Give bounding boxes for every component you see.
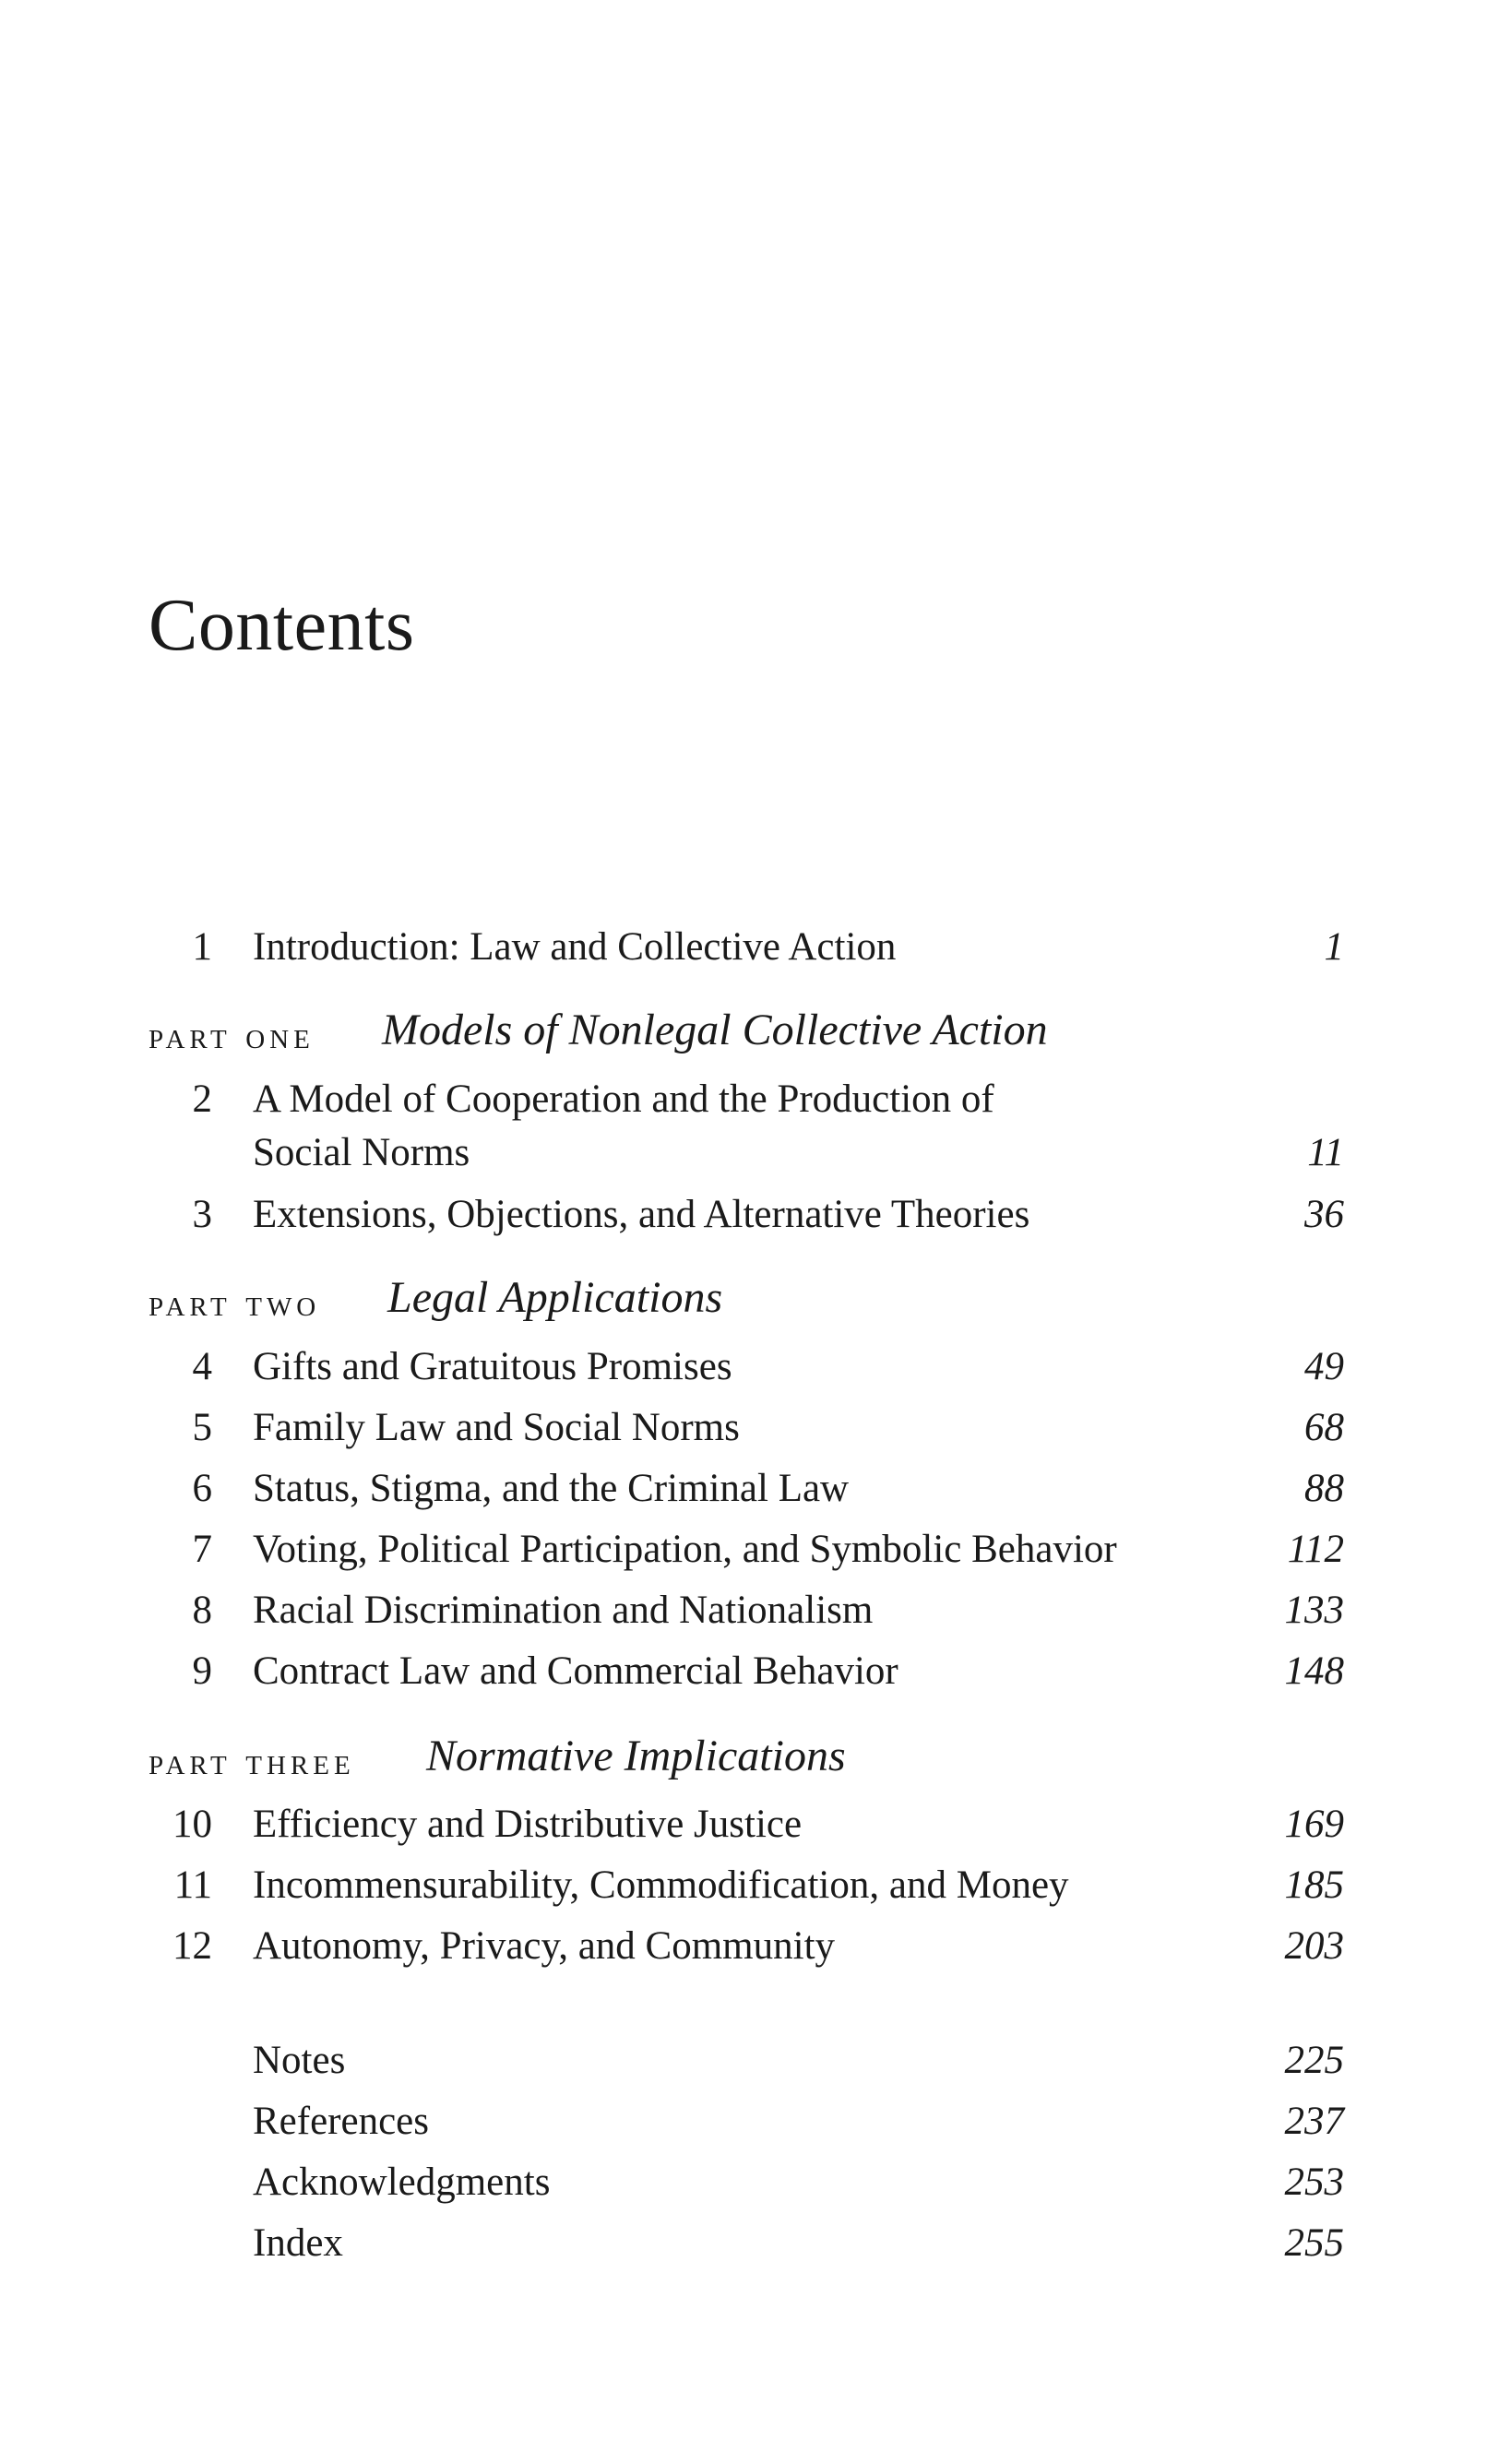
chapter-number: 1	[192, 925, 212, 969]
back-matter-title: Notes	[253, 2039, 346, 2082]
chapter-title: Family Law and Social Norms	[253, 1406, 740, 1449]
toc-entry-chapter-1[interactable]	[0, 927, 1499, 973]
page-number: 148	[1284, 1649, 1344, 1693]
page-number: 203	[1284, 1924, 1344, 1968]
part-title: Models of Nonlegal Collective Action	[382, 1006, 1048, 1054]
page-number: 237	[1284, 2100, 1344, 2143]
chapter-number: 3	[192, 1193, 212, 1236]
page-number: 68	[1304, 1406, 1344, 1449]
page-number: 36	[1304, 1193, 1344, 1236]
part-heading-three	[0, 1734, 1499, 1786]
page-number: 49	[1304, 1345, 1344, 1388]
page-number: 169	[1284, 1803, 1344, 1846]
page-title: Contents	[149, 585, 415, 666]
page-number: 253	[1284, 2160, 1344, 2204]
chapter-title-line-2: Social Norms	[253, 1131, 470, 1174]
page-number: 88	[1304, 1467, 1344, 1510]
chapter-number: 11	[173, 1863, 212, 1907]
page-number: 255	[1284, 2221, 1344, 2265]
page-number: 11	[1307, 1131, 1344, 1174]
back-matter-title: References	[253, 2100, 429, 2143]
chapter-title: Voting, Political Participation, and Symbolic Behavior	[253, 1528, 1117, 1571]
toc-entry-chapter-3[interactable]	[0, 1195, 1499, 1241]
toc-entry-chapter-2-continued[interactable]	[0, 1133, 1499, 1179]
chapter-title: Gifts and Gratuitous Promises	[253, 1345, 732, 1388]
toc-entry-chapter-7[interactable]	[0, 1530, 1499, 1576]
back-matter-title: Acknowledgments	[253, 2160, 551, 2204]
chapter-title: Racial Discrimination and Nationalism	[253, 1589, 874, 1632]
chapter-number: 12	[173, 1924, 212, 1968]
toc-entry-chapter-12[interactable]	[0, 1926, 1499, 1972]
chapter-title: Efficiency and Distributive Justice	[253, 1803, 803, 1846]
chapter-number: 8	[192, 1589, 212, 1632]
part-label: part two	[149, 1282, 321, 1325]
chapter-title: Contract Law and Commercial Behavior	[253, 1649, 898, 1693]
page-number: 225	[1284, 2039, 1344, 2082]
toc-entry-chapter-6[interactable]	[0, 1469, 1499, 1515]
page-number: 185	[1284, 1863, 1344, 1907]
toc-entry-acknowledgments[interactable]	[0, 2162, 1499, 2208]
chapter-title: Introduction: Law and Collective Action	[253, 925, 897, 969]
part-label: part three	[149, 1741, 355, 1783]
part-title: Legal Applications	[387, 1273, 723, 1322]
chapter-title: Extensions, Objections, and Alternative Theories	[253, 1193, 1030, 1236]
chapter-number: 2	[192, 1077, 212, 1121]
toc-entry-chapter-5[interactable]	[0, 1408, 1499, 1454]
toc-entry-chapter-9[interactable]	[0, 1651, 1499, 1697]
chapter-number: 4	[192, 1345, 212, 1388]
chapter-title-line-1: A Model of Cooperation and the Production of	[253, 1077, 994, 1121]
page-number: 1	[1324, 925, 1344, 969]
toc-entry-index[interactable]	[0, 2223, 1499, 2269]
chapter-title: Autonomy, Privacy, and Community	[253, 1924, 836, 1968]
back-matter-title: Index	[253, 2221, 343, 2265]
toc-entry-chapter-11[interactable]	[0, 1865, 1499, 1911]
toc-entry-chapter-8[interactable]	[0, 1590, 1499, 1637]
toc-entry-chapter-10[interactable]	[0, 1804, 1499, 1851]
page-number: 133	[1284, 1589, 1344, 1632]
part-label: part one	[149, 1015, 315, 1057]
toc-entry-chapter-4[interactable]	[0, 1347, 1499, 1393]
chapter-number: 9	[192, 1649, 212, 1693]
chapter-number: 7	[192, 1528, 212, 1571]
chapter-title: Incommensurability, Commodification, and Money	[253, 1863, 1069, 1907]
toc-entry-references[interactable]	[0, 2101, 1499, 2148]
chapter-number: 5	[192, 1406, 212, 1449]
chapter-title: Status, Stigma, and the Criminal Law	[253, 1467, 850, 1510]
page-number: 112	[1287, 1528, 1344, 1571]
part-heading-two	[0, 1273, 1499, 1327]
chapter-number: 6	[192, 1467, 212, 1510]
toc-entry-chapter-2[interactable]	[0, 1079, 1499, 1125]
toc-entry-notes[interactable]	[0, 2041, 1499, 2087]
part-heading-one	[0, 1008, 1499, 1060]
chapter-number: 10	[173, 1803, 212, 1846]
part-title: Normative Implications	[426, 1732, 846, 1780]
